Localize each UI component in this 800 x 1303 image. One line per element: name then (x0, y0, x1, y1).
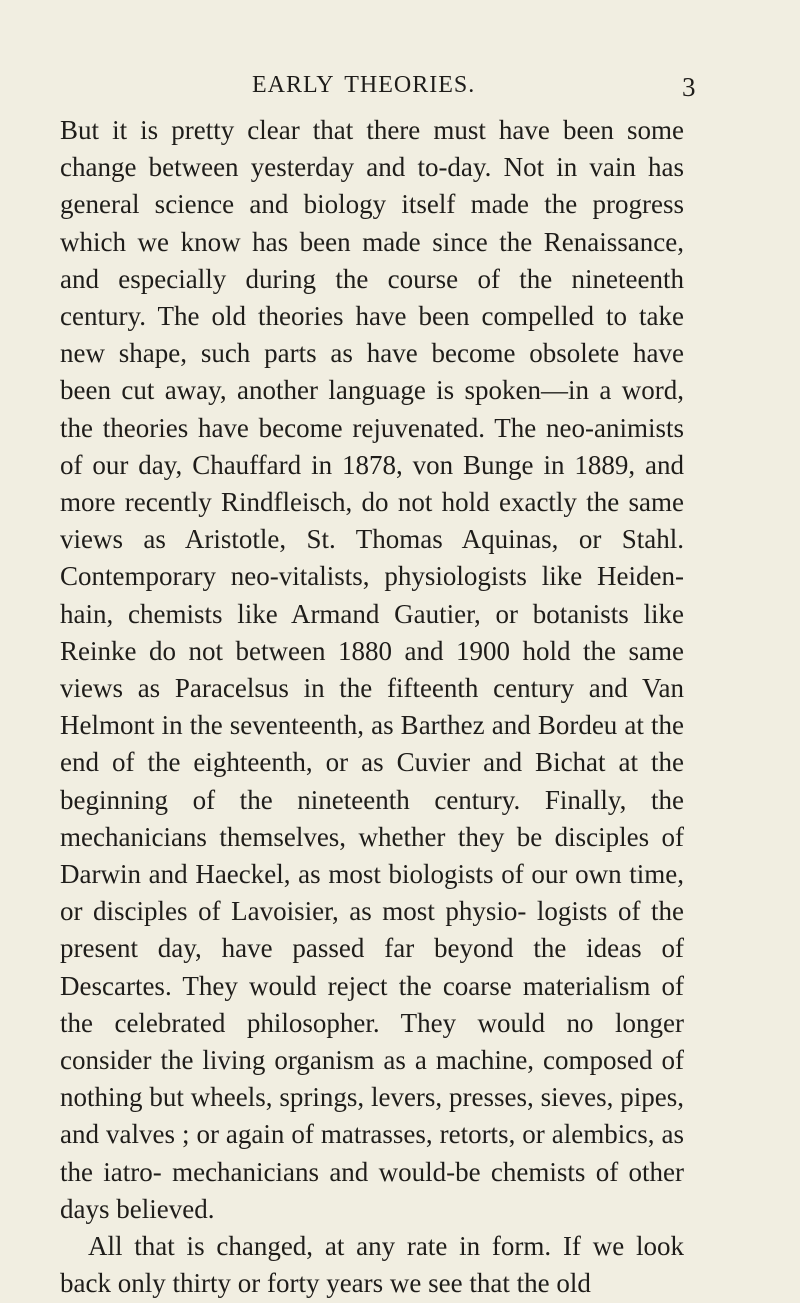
paragraph: But it is pretty clear that there must have been some change between yesterday and to-day. Not in vain has general science and biology itself made the progress which we know has been made since the Renaissance, and especially during the course of the nineteenth century. The old theories have been compelled to take new shape, such parts as have become obsolete have been cut away, another language is spoken—in a word, the theories have become rejuvenated. The neo-animists of our day, Chauffard in 1878, von Bunge in 1889, and more recently Rindfleisch, do not hold exactly the same views as Aristotle, St. Thomas Aquinas, or Stahl. Contemporary neo-vitalists, physiologists like Heiden- hain, chemists like Armand Gautier, or botanists like Reinke do not between 1880 and 1900 hold the same views as Paracelsus in the fifteenth century and Van Helmont in the seventeenth, as Barthez and Bordeu at the end of the eighteenth, or as Cuvier and Bichat at the beginning of the nineteenth century. Finally, the mechanicians themselves, whether they be disciples of Darwin and Haeckel, as most biologists of our own time, or disciples of Lavoisier, as most physio- logists of the present day, have passed far beyond the ideas of Descartes. They would reject the coarse materialism of the celebrated philosopher. They would no longer consider the living organism as a machine, composed of nothing but wheels, springs, levers, presses, sieves, pipes, and valves ; or again of matrasses, retorts, or alembics, as the iatro- mechanicians and would-be chemists of other days believed. (60, 115, 684, 1224)
page-number: 3 (682, 72, 696, 102)
running-head (0, 68, 800, 108)
paragraph: All that is changed, at any rate in form. If we look back only thirty or forty years we see that the old (60, 1231, 684, 1299)
body-text (60, 112, 684, 1303)
running-title: EARLY THEORIES. (252, 72, 476, 98)
